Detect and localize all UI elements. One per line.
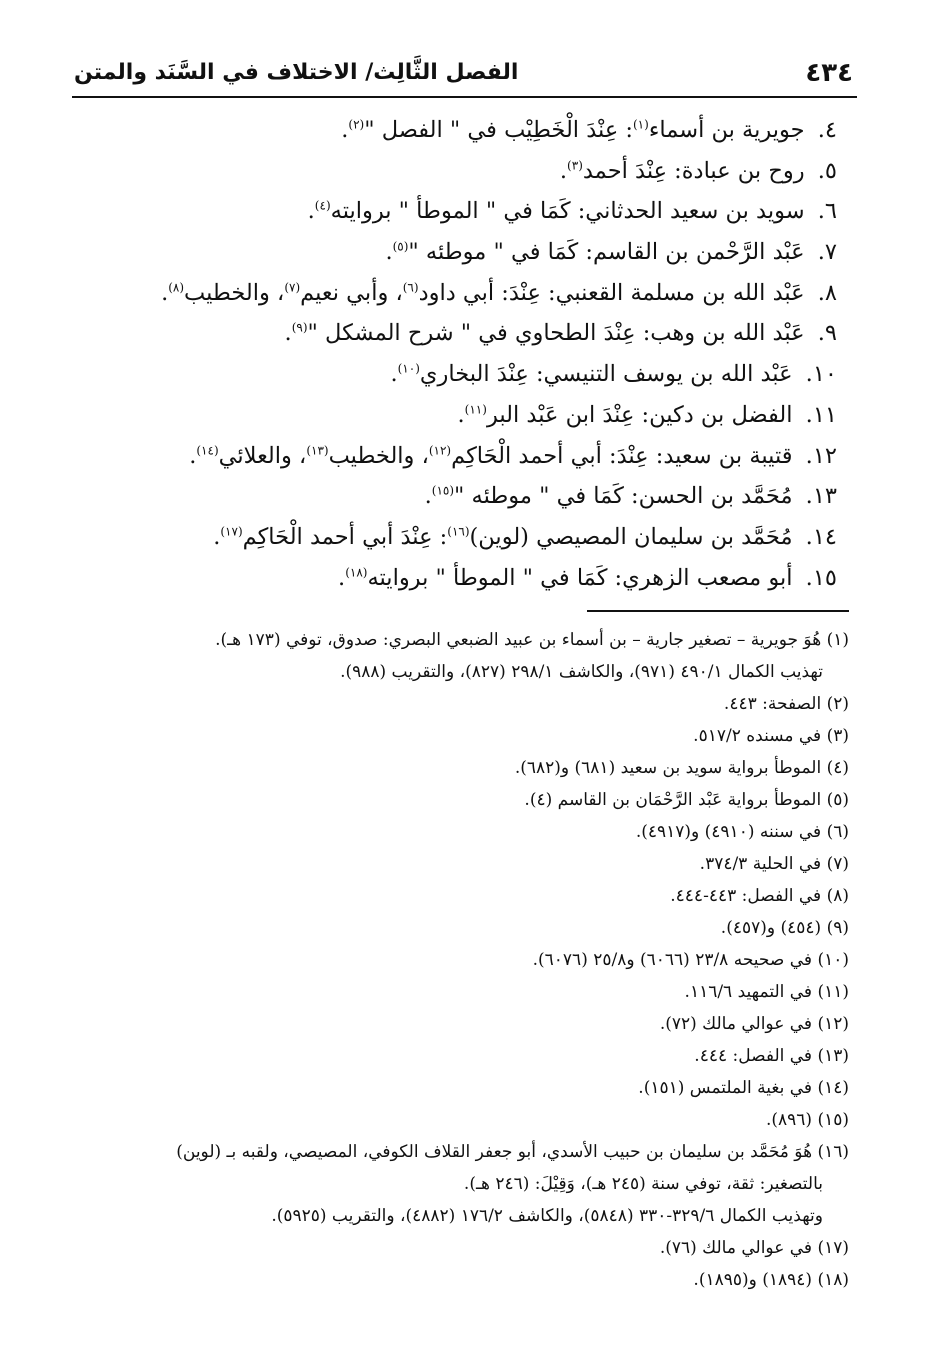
narrator-item — [117, 191, 837, 232]
narrator-number: ٤. — [817, 117, 837, 143]
footnote-line: (٩) (٤٥٤) و(٤٥٧). — [720, 918, 849, 938]
footnote-ref: (٨) — [168, 280, 185, 295]
footnote-line: (٨) في الفصل: ٤٤٣-٤٤٤. — [670, 886, 849, 906]
narrator-text: ، والخطيب — [328, 442, 429, 469]
narrator-text: ، والعلائي — [218, 442, 307, 469]
narrator-number: ١٣. — [805, 483, 837, 510]
footnote-ref: (٥) — [392, 239, 409, 254]
footnote — [79, 752, 849, 784]
narrator-item — [117, 395, 837, 436]
footnote-line: وتهذيب الكمال ٣٢٩/٦-٣٣٠ (٥٨٤٨)، والكاشف ١٧٦/٢ (٤٨٨٢)، والتقريب (٥٩٢٥). — [271, 1206, 823, 1226]
footnote — [79, 1264, 849, 1296]
narrator-text: قتيبة بن سعيد: عِنْدَ: أبي أحمد الْحَاكِم — [451, 442, 793, 469]
narrator-item — [117, 151, 837, 192]
page-header — [72, 56, 857, 98]
footnote-ref: (١٨) — [345, 565, 368, 580]
narrator-item — [117, 273, 837, 314]
footnote-ref: (١٢) — [428, 443, 452, 457]
page-number: ٤٣٤ — [805, 58, 853, 88]
footnote — [79, 1040, 849, 1072]
footnote-line: (١٥) (٨٩٦). — [765, 1110, 849, 1130]
narrator-text: . — [161, 279, 169, 306]
footnote-line: (٦) في سننه (٤٩١٠) و(٤٩١٧). — [635, 822, 849, 842]
narrator-item — [117, 476, 837, 517]
narrators-list — [117, 110, 837, 598]
footnote-ref: (٤) — [314, 198, 331, 213]
footnote-ref: (٧) — [284, 280, 301, 295]
narrator-number: ١٤. — [805, 523, 837, 550]
narrator-text: ، وأبي نعيم — [300, 279, 403, 306]
footnote-line: (٥) الموطأ برواية عَبْد الرَّحْمَان بن القاسم (٤). — [524, 790, 849, 810]
narrator-number: ٧. — [817, 239, 837, 266]
narrator-text: . — [341, 117, 349, 143]
narrator-item — [117, 436, 837, 477]
narrator-number: ٨. — [817, 279, 837, 306]
narrator-text: : عِنْدَ الْخَطِيْب في " الفصل " — [364, 117, 633, 143]
narrator-number: ٩. — [817, 320, 837, 347]
narrator-item — [117, 517, 837, 558]
footnote-line: (١٣) في الفصل: ٤٤٤. — [694, 1046, 849, 1066]
footnote-line: (١١) في التمهيد ١١٦/٦. — [684, 982, 849, 1002]
narrator-text: جويرية بن أسماء — [648, 117, 805, 143]
narrator-text: . — [457, 401, 465, 428]
footnote-line: (٤) الموطأ برواية سويد بن سعيد (٦٨١) و(٦٨٢). — [514, 758, 849, 778]
footnote — [79, 1104, 849, 1136]
footnote — [79, 944, 849, 976]
footnote-line: (١٨) (١٨٩٤) و(١٨٩٥). — [693, 1270, 849, 1290]
narrator-text: عَبْد الرَّحْمن بن القاسم: كَمَا في " موطئه " — [408, 239, 805, 266]
footnote-ref: (٦) — [402, 280, 419, 295]
footnote-line: بالتصغير: ثقة، توفي سنة (٢٤٥ هـ)، وَقِيْلَ: (٢٤٦ هـ). — [463, 1174, 823, 1194]
footnote-ref: (٢) — [348, 117, 365, 132]
footnote-line: (١٧) في عوالي مالك (٧٦). — [659, 1238, 849, 1258]
footnotes-list — [79, 624, 849, 1296]
footnote-line: (١) هُوَ جويرية – تصغير جارية – بن أسماء بن عبيد الضبعي البصري: صدوق، توفي (١٧٣ هـ). — [215, 630, 849, 650]
footnote-ref: (١٠) — [397, 361, 420, 376]
narrator-text: مُحَمَّد بن الحسن: كَمَا في " موطئه " — [454, 483, 793, 510]
footnote-ref: (١٣) — [306, 443, 329, 457]
narrator-text: . — [189, 442, 197, 469]
footnote-line: (١٦) هُوَ مُحَمَّد بن سليمان بن حبيب الأسدي، أبو جعفر القلاف الكوفي، المصيصي، ولقبه بـ (لوين) — [176, 1142, 849, 1162]
footnote-ref: (١) — [632, 117, 649, 132]
footnote — [79, 624, 849, 688]
footnote-line: (١٠) في صحيحه ٢٣/٨ (٦٠٦٦) و٢٥/٨ (٦٠٧٦). — [532, 950, 849, 970]
footnote — [79, 976, 849, 1008]
narrator-text: . — [559, 157, 568, 184]
narrator-text: . — [307, 198, 315, 225]
footnote — [79, 720, 849, 752]
footnote — [79, 688, 849, 720]
narrator-number: ٦. — [817, 198, 837, 225]
narrator-item — [117, 110, 837, 151]
footnote — [79, 848, 849, 880]
footnote-ref: (٩) — [291, 320, 308, 335]
narrator-text: عَبْد الله بن مسلمة القعنبي: عِنْدَ: أبي داود — [418, 279, 805, 306]
narrator-text: . — [338, 564, 346, 591]
narrator-text: : عِنْدَ أبي أحمد الْحَاكِم — [242, 523, 448, 550]
footnote-line: (٢) الصفحة: ٤٤٣. — [723, 694, 849, 714]
footnote-line: (٧) في الحلية ٣٧٤/٣. — [699, 854, 849, 874]
footnote-separator — [587, 610, 849, 612]
narrator-text: عَبْد الله بن وهب: عِنْدَ الطحاوي في " شرح المشكل " — [307, 320, 805, 347]
footnote — [79, 1072, 849, 1104]
footnote-ref: (١١) — [464, 402, 487, 417]
footnote-line: (١٤) في بغية الملتمس (١٥١). — [638, 1078, 849, 1098]
footnote — [79, 880, 849, 912]
narrator-item — [117, 558, 837, 599]
narrator-text: . — [213, 523, 221, 550]
narrator-text: . — [424, 483, 432, 510]
footnote — [79, 1232, 849, 1264]
footnote-ref: (١٥) — [431, 483, 455, 498]
narrator-text: . — [284, 320, 292, 347]
narrator-text: ، والخطيب — [184, 279, 285, 306]
footnote-ref: (١٤) — [196, 443, 219, 457]
narrator-item — [117, 354, 837, 395]
footnote — [79, 1136, 849, 1232]
footnote — [79, 1008, 849, 1040]
narrator-text: روح بن عبادة: عِنْدَ أحمد — [582, 157, 805, 184]
footnote-ref: (٣) — [567, 158, 583, 173]
footnote-ref: (١٦) — [447, 524, 470, 539]
footnote — [79, 784, 849, 816]
narrator-number: ١٢. — [805, 442, 837, 469]
footnote — [79, 912, 849, 944]
narrator-item — [117, 313, 837, 354]
narrator-text: . — [390, 361, 398, 388]
narrator-text: مُحَمَّد بن سليمان المصيصي (لوين) — [469, 523, 793, 550]
narrator-number: ٥. — [817, 157, 837, 184]
narrator-item — [117, 232, 837, 273]
footnote-ref: (١٧) — [220, 524, 243, 539]
footnote-line: (١٢) في عوالي مالك (٧٢). — [659, 1014, 849, 1034]
chapter-title: الفصل الثَّالِث/ الاختلاف في السَّنَد والمتن — [74, 60, 519, 85]
narrator-text: سويد بن سعيد الحدثاني: كَمَا في " الموطأ " بروايته — [330, 198, 805, 225]
narrator-text: أبو مصعب الزهري: كَمَا في " الموطأ " بروايته — [367, 564, 793, 591]
narrator-number: ١١. — [805, 401, 837, 428]
footnote-line: تهذيب الكمال ٤٩٠/١ (٩٧١)، والكاشف ٢٩٨/١ (٨٢٧)، والتقريب (٩٨٨). — [340, 662, 823, 682]
footnote — [79, 816, 849, 848]
narrator-number: ١٥. — [805, 564, 837, 591]
narrator-text: عَبْد الله بن يوسف التنيسي: عِنْدَ البخاري — [419, 361, 793, 388]
narrator-text: . — [385, 239, 393, 266]
narrator-text: الفضل بن دكين: عِنْدَ ابن عَبْد البر — [486, 401, 793, 428]
narrator-number: ١٠. — [805, 361, 837, 388]
footnote-line: (٣) في مسنده ٥١٧/٢. — [693, 726, 849, 746]
